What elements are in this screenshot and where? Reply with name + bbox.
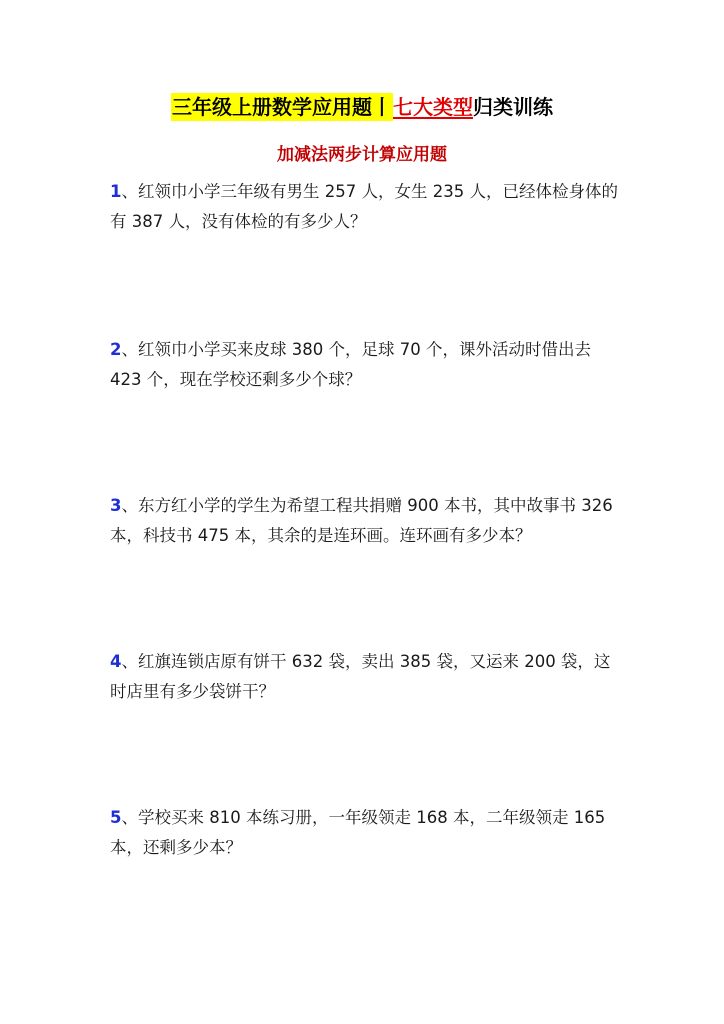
problem-text: 红旗连锁店原有饼干 632 袋，卖出 385 袋，又运来 200 袋，这时店里有多少袋饼干？ <box>110 652 611 701</box>
problem-number: 2 <box>110 340 122 359</box>
title-rest-part: 归类训练 <box>473 95 553 119</box>
problem-separator: 、 <box>121 340 138 359</box>
problem-number: 5 <box>110 808 122 827</box>
problem-item <box>110 491 620 551</box>
problem-number: 1 <box>110 182 122 201</box>
problem-text: 红领巾小学买来皮球 380 个，足球 70 个，课外活动时借出去 423 个，现在学校还剩多少个球？ <box>110 340 591 389</box>
title-highlighted-part: 三年级上册数学应用题丨 <box>172 95 392 119</box>
problem-item <box>110 177 620 237</box>
problem-number: 3 <box>110 496 122 515</box>
section-subtitle: 加减法两步计算应用题 <box>277 145 447 165</box>
problem-item <box>110 647 620 707</box>
problem-separator: 、 <box>121 182 138 201</box>
problem-separator: 、 <box>121 808 138 827</box>
problem-text: 学校买来 810 本练习册，一年级领走 168 本，二年级领走 165 本，还剩多少本？ <box>110 808 606 857</box>
problem-item <box>110 335 620 395</box>
page-title <box>0 92 724 122</box>
problem-separator: 、 <box>121 652 138 671</box>
title-red-part: 七大类型 <box>393 95 473 119</box>
problem-number: 4 <box>110 652 122 671</box>
problem-text: 红领巾小学三年级有男生 257 人，女生 235 人，已经体检身体的有 387 人，没有体检的有多少人？ <box>110 182 618 231</box>
problem-separator: 、 <box>121 496 138 515</box>
problem-item <box>110 803 620 863</box>
problem-text: 东方红小学的学生为希望工程共捐赠 900 本书，其中故事书 326 本，科技书 475 本，其余的是连环画。连环画有多少本？ <box>110 496 613 545</box>
